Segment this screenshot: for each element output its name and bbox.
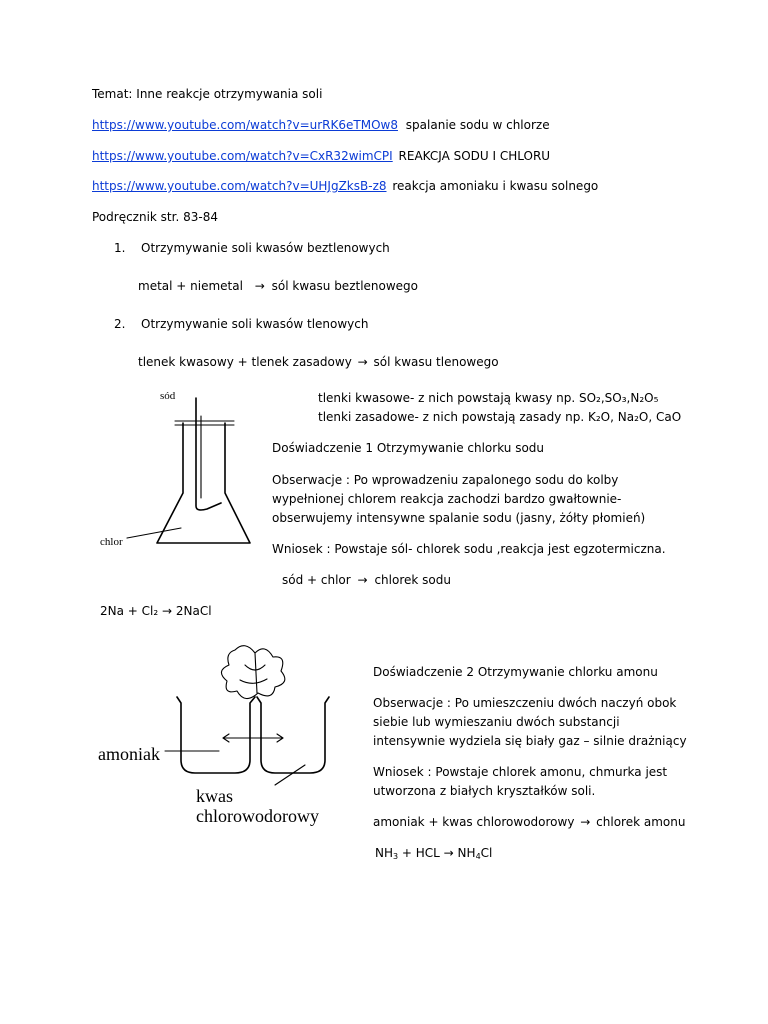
- experiment-2-observation-2: siebie lub wymieszaniu dwóch substancji: [373, 715, 620, 729]
- experiment-2-formula: $NH_3$ + HCL → $NH_4Cl$: [375, 846, 493, 861]
- rule-1-left: metal + niemetal: [138, 279, 243, 293]
- experiment-1-formula: 2Na + Cl₂ → 2NaCl: [100, 604, 212, 618]
- arrow-icon: →: [357, 573, 368, 587]
- experiment-1-word-equation: sód + chlor → chlorek sodu: [282, 573, 451, 587]
- section-1-number: 1.: [114, 241, 126, 255]
- youtube-link-2[interactable]: https://www.youtube.com/watch?v=CxR32wimCPI: [92, 149, 393, 163]
- rule-1-right: sól kwasu beztlenowego: [271, 279, 419, 293]
- sodium-label: sód: [160, 390, 176, 402]
- arrow-icon: →: [580, 815, 591, 829]
- page-title: Temat: Inne reakcje otrzymywania soli: [92, 87, 323, 101]
- experiment-1-observation-1: Obserwacje : Po wprowadzeniu zapalonego sodu do kolby: [272, 473, 619, 487]
- link-row-2: [92, 149, 550, 164]
- acidic-oxides-line: tlenki kwasowe- z nich powstają kwasy np. SO₂,SO₃,N₂O₅: [318, 391, 659, 405]
- right-beaker: [257, 697, 329, 773]
- link-desc-2: REAKCJA SODU I CHLORU: [398, 149, 551, 163]
- experiment-2-conclusion-1: Wniosek : Powstaje chlorek amonu, chmurka jest: [373, 765, 668, 779]
- youtube-link-1[interactable]: https://www.youtube.com/watch?v=urRK6eTMOw8: [92, 118, 398, 132]
- section-1-rule: [138, 279, 418, 294]
- youtube-link-3[interactable]: https://www.youtube.com/watch?v=UHJgZksB-z8: [92, 179, 387, 193]
- section-1-title: Otrzymywanie soli kwasów beztlenowych: [141, 241, 390, 255]
- experiment-2-observation-3: intensywnie wydziela się biały gaz – silnie drażniący: [373, 734, 687, 748]
- experiment-1-observation-2: wypełnionej chlorem reakcja zachodzi bardzo gwałtownie-: [272, 492, 622, 506]
- chlorine-label-leader: [127, 528, 181, 538]
- flask-figure: [95, 388, 275, 558]
- cloud-sketch: [221, 646, 284, 699]
- experiment-1-observation-3: obserwujemy intensywne spalanie sodu (jasny, żółty płomień): [272, 511, 646, 525]
- chlorine-label: chlor: [100, 536, 123, 548]
- arrow-icon: →: [254, 279, 265, 293]
- experiment-2-title: Doświadczenie 2 Otrzymywanie chlorku amonu: [373, 665, 658, 679]
- link-row-3: [92, 179, 598, 194]
- acid-leader: [275, 765, 305, 785]
- sodium-spoon-rod: [196, 398, 221, 510]
- rule-2-left: tlenek kwasowy + tlenek zasadowy: [138, 355, 352, 369]
- rule-2-right: sól kwasu tlenowego: [373, 355, 499, 369]
- experiment-2-conclusion-2: utworzona z białych kryształków soli.: [373, 784, 596, 798]
- experiment-2-word-equation: amoniak + kwas chlorowodorowy → chlorek amonu: [373, 815, 686, 829]
- experiment-1-conclusion: Wniosek : Powstaje sól- chlorek sodu ,reakcja jest egzotermiczna.: [272, 542, 666, 556]
- basic-oxides-line: tlenki zasadowe- z nich powstają zasady np. K₂O, Na₂O, CaO: [318, 410, 682, 424]
- link-desc-3: reakcja amoniaku i kwasu solnego: [392, 179, 599, 193]
- link-row-1: [92, 118, 550, 133]
- arrow-icon: →: [357, 355, 368, 369]
- section-2-rule: [138, 355, 499, 370]
- experiment-1-title: Doświadczenie 1 Otrzymywanie chlorku sodu: [272, 441, 545, 455]
- section-2-number: 2.: [114, 317, 126, 331]
- acid-label-2: chlorowodorowy: [196, 806, 319, 826]
- link-desc-1: spalanie sodu w chlorze: [405, 118, 550, 132]
- section-2-title: Otrzymywanie soli kwasów tlenowych: [141, 317, 369, 331]
- flask-outline: [157, 423, 250, 543]
- left-beaker: [177, 697, 255, 773]
- acid-label-1: kwas: [196, 786, 233, 806]
- ammonia-label: amoniak: [98, 744, 160, 764]
- experiment-2-observation-1: Obserwacje : Po umieszczeniu dwóch naczyń obok: [373, 696, 677, 710]
- textbook-ref: Podręcznik str. 83-84: [92, 210, 218, 224]
